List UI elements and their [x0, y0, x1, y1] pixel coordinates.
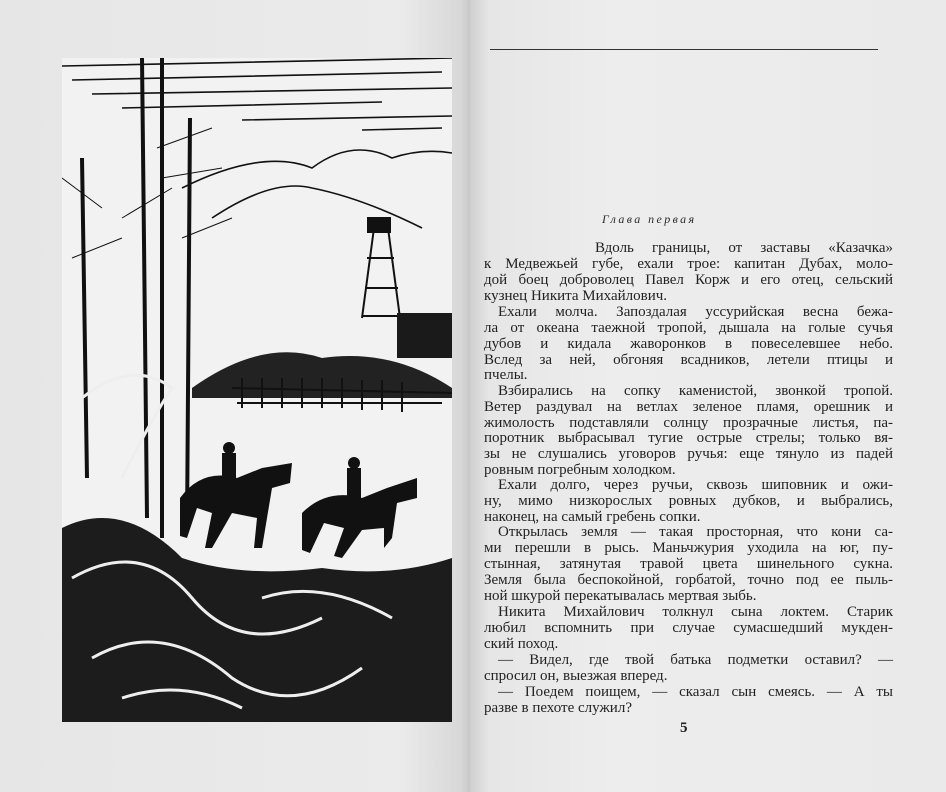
- text-line: поротник выбрасывал тугие острые стрелы; только вя-: [484, 430, 893, 446]
- text-line: Взбирались на сопку каменистой, звонкой тропой.: [498, 383, 893, 399]
- text-line: разве в пехоте служил?: [484, 700, 632, 716]
- text-line: Никита Михайлович толкнул сына локтем. Старик: [498, 604, 893, 620]
- text-line: ми перешли в рысь. Маньчжурия уходила на юг, пу-: [484, 540, 893, 556]
- text-line: любил вспомнить при случае сумасшедший мукден-: [484, 620, 893, 636]
- chapter-title: Глава первая: [602, 212, 697, 226]
- left-page: [0, 0, 470, 792]
- text-line: — Поедем поищем, — сказал сын смеясь. — А ты: [498, 684, 893, 700]
- text-line: к Медвежьей губе, ехали трое: капитан Дубах, моло-: [484, 256, 893, 272]
- text-line: ной шкурой перекатывалась мертвая зыбь.: [484, 588, 757, 604]
- text-line: дой боец доброволец Павел Корж и его отец, сельский: [484, 272, 893, 288]
- text-line: дубов и кидала жаворонков в повеселевшее небо.: [484, 336, 893, 352]
- text-line: ровным погребным холодком.: [484, 462, 676, 478]
- text-line: Земля была беспокойной, горбатой, точно под ее пыль-: [484, 572, 893, 588]
- text-line: спросил он, выезжая вперед.: [484, 668, 668, 684]
- text-line: кузнец Никита Михайлович.: [484, 288, 668, 304]
- text-line: пчелы.: [484, 367, 528, 383]
- text-line: — Видел, где твой батька подметки оставил? —: [498, 652, 893, 668]
- text-line: жимолость подставляли солнцу прозрачные листья, па-: [484, 415, 893, 431]
- text-line: Ветер раздувал на ветлах зеленое пламя, орешник и: [484, 399, 893, 415]
- text-line: ну, мимо низкорослых ровных дубков, и выбрались,: [484, 493, 893, 509]
- text-line: Ехали молча. Запоздалая уссурийская весна бежа-: [498, 304, 893, 320]
- text-line: зы не слушались уговоров ручья: еще тянуло из падей: [484, 446, 893, 462]
- text-line: Вдоль границы, от заставы «Казачка»: [595, 240, 893, 256]
- illustration-riders-at-border: [62, 58, 452, 722]
- text-line: Открылась земля — такая просторная, что кони са-: [498, 524, 893, 540]
- text-line: ский поход.: [484, 636, 559, 652]
- text-line: наконец, на самый гребень сопки.: [484, 509, 701, 525]
- header-rule: [490, 49, 878, 50]
- text-line: стынная, затянутая травой цвета шинельного сукна.: [484, 556, 893, 572]
- text-line: ла от океана таежной тропой, дышала на голые сучья: [484, 320, 893, 336]
- page-number: 5: [680, 720, 688, 736]
- text-line: Вслед за ней, обгоняя всадников, летели птицы и: [484, 352, 893, 368]
- text-line: Ехали долго, через ручьи, сквозь шиповник и ожи-: [498, 477, 893, 493]
